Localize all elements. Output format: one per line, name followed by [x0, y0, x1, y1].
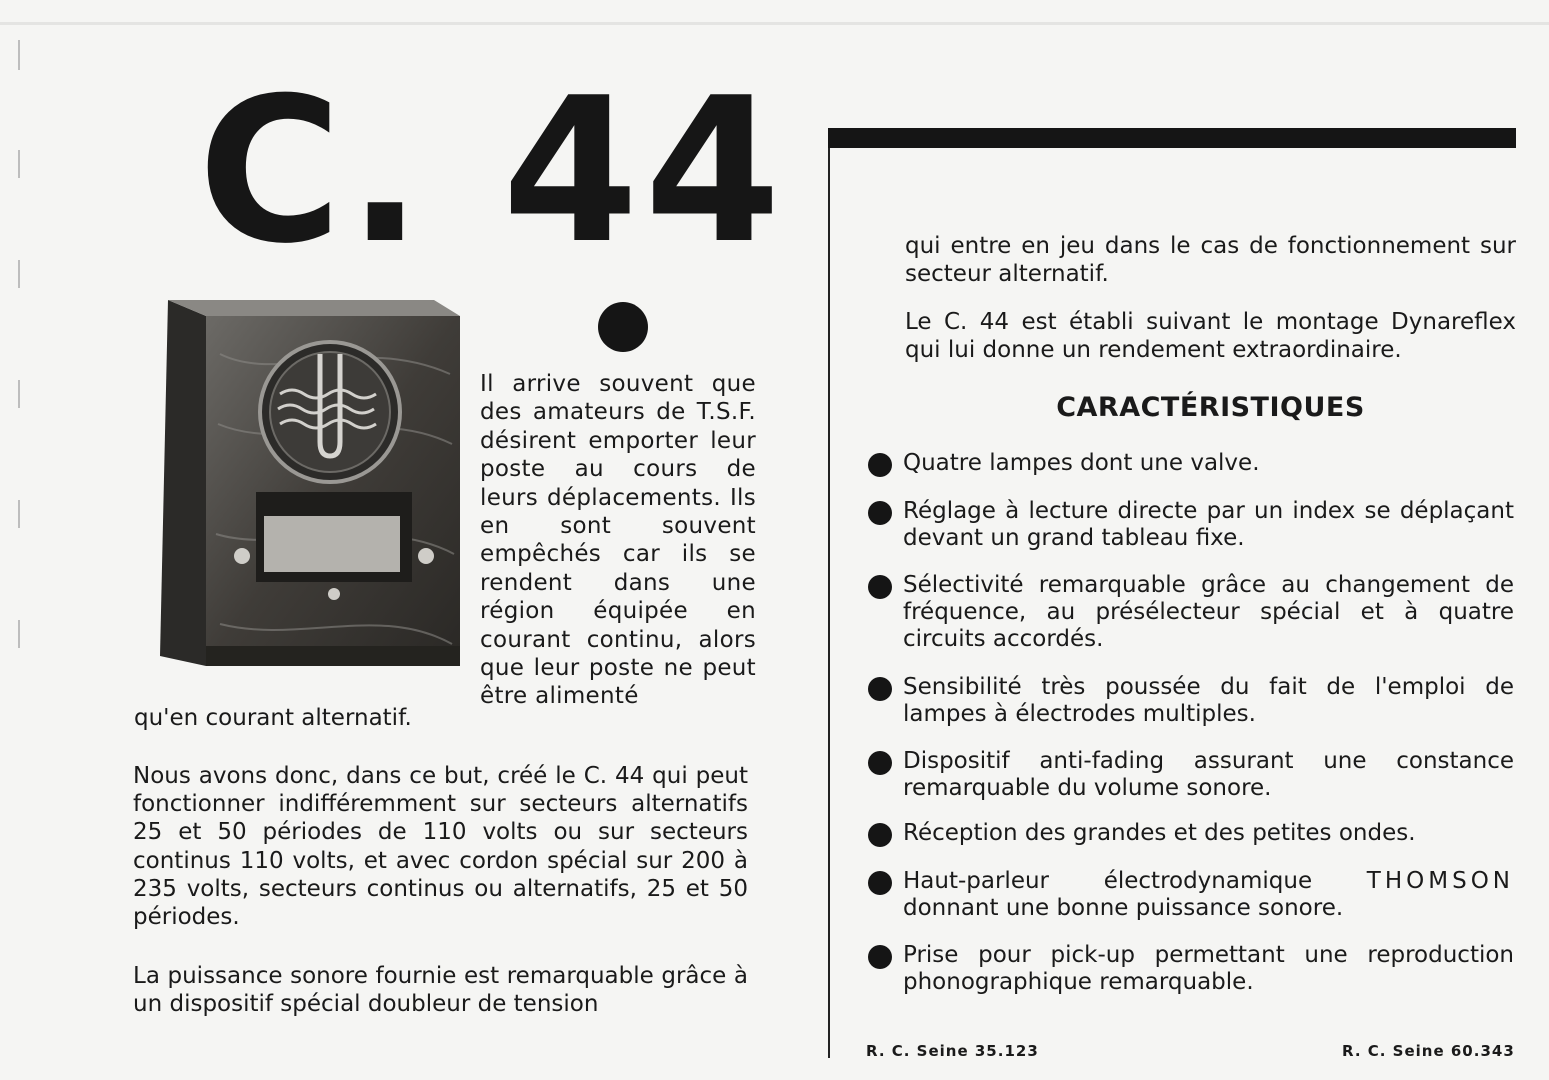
bullet-icon	[868, 871, 892, 895]
feature-item	[868, 572, 1514, 653]
feature-item	[868, 820, 1514, 847]
footer-registration-right: R. C. Seine 60.343	[1342, 1042, 1515, 1060]
bullet-icon	[868, 751, 892, 775]
margin-mark	[18, 260, 20, 288]
feature-text: Quatre lampes dont une valve.	[903, 450, 1260, 476]
feature-text: Sensibilité très poussée du fait de l'emploi de lampes à électrodes multiples.	[903, 674, 1514, 727]
feature-item	[868, 748, 1514, 802]
feature-item	[868, 450, 1514, 477]
margin-mark	[18, 150, 20, 178]
feature-text	[903, 868, 1514, 922]
section-title: CARACTÉRISTIQUES	[1056, 392, 1365, 423]
brand-name: THOMSON	[1366, 868, 1514, 894]
feature-item	[868, 868, 1514, 922]
feature-text: Sélectivité remarquable grâce au changement de fréquence, au présélecteur spécial et à quatre circuits accordés.	[903, 572, 1514, 652]
feature-text-prefix: Haut-parleur électrodynamique	[903, 868, 1313, 894]
feature-text: Prise pour pick-up permettant une reproduction phonographique remarquable.	[903, 942, 1514, 995]
margin-mark	[18, 620, 20, 648]
feature-text: Réception des grandes et des petites ondes.	[903, 820, 1416, 846]
feature-item	[868, 942, 1514, 996]
margin-mark	[18, 380, 20, 408]
paragraph-2: Nous avons donc, dans ce but, créé le C. 44 qui peut fonctionner indifféremment sur secteurs alternatifs 25 et 50 périodes de 110 volts ou sur secteurs continus 110 volts, et avec cordon spécial sur 200 à 235 volts, secteurs continus ou alternatifs, 25 et 50 périodes.	[133, 763, 748, 931]
scan-edge	[0, 22, 1549, 25]
model-title: C. 44	[198, 55, 787, 288]
footer-registration-left: R. C. Seine 35.123	[866, 1042, 1039, 1060]
column-rule-horizontal	[828, 128, 1516, 148]
intro-paragraph-tail: qu'en courant alternatif.	[134, 705, 412, 731]
feature-item	[868, 674, 1514, 728]
bullet-icon	[868, 823, 892, 847]
feature-text: Dispositif anti-fading assurant une constance remarquable du volume sonore.	[903, 748, 1514, 801]
feature-text-rest: donnant une bonne puissance sonore.	[903, 895, 1344, 921]
bullet-icon	[868, 945, 892, 969]
bullet-icon	[868, 501, 892, 525]
radio-cabinet-illustration	[160, 294, 464, 670]
bullet-icon	[868, 453, 892, 477]
margin-mark	[18, 500, 20, 528]
bullet-icon	[868, 677, 892, 701]
margin-mark	[18, 40, 20, 70]
bullet-icon	[868, 575, 892, 599]
column-rule-vertical	[828, 128, 830, 1058]
paragraph-3: La puissance sonore fournie est remarquable grâce à un dispositif spécial doubleur de tension	[133, 963, 748, 1018]
right-paragraph-1: qui entre en jeu dans le cas de fonctionnement sur secteur alternatif.	[905, 233, 1516, 287]
intro-paragraph: Il arrive souvent que des amateurs de T.S.F. désirent emporter leur poste au cours de leurs déplacements. Ils en sont souvent empêchés car ils se rendent dans une région équipée en courant continu, alors que leur poste ne peut être alimenté	[480, 371, 756, 710]
right-paragraph-2: Le C. 44 est établi suivant le montage Dynareflex qui lui donne un rendement extraordinaire.	[905, 309, 1516, 363]
feature-text: Réglage à lecture directe par un index se déplaçant devant un grand tableau fixe.	[903, 498, 1514, 551]
feature-item	[868, 498, 1514, 552]
title-bullet-dot	[598, 302, 648, 352]
